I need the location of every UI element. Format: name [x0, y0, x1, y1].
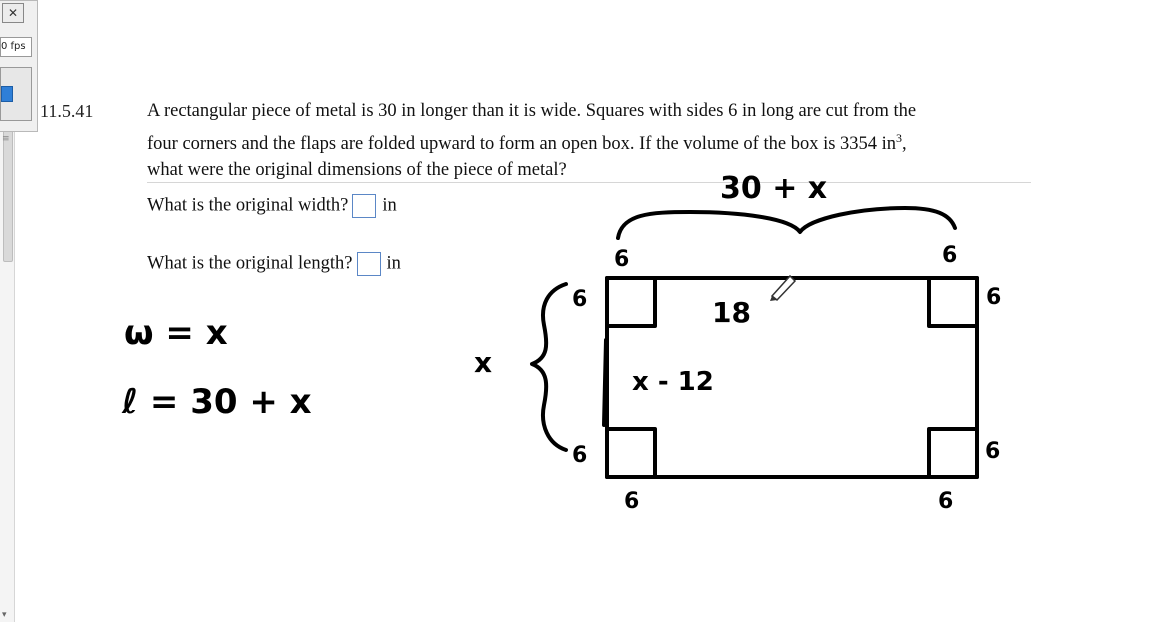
close-icon[interactable]: ✕	[2, 3, 24, 23]
hand-corner-bottom-left: 6	[624, 489, 640, 514]
hand-corner-top-right: 6	[942, 243, 958, 268]
hand-corner-top-left: 6	[614, 247, 630, 272]
hand-width-equation: ω = x	[124, 313, 228, 353]
top-brace	[618, 208, 955, 238]
exponent: 3	[896, 130, 903, 145]
problem-line-1: A rectangular piece of metal is 30 in longer than it is wide. Squares with sides 6 in long are cut from the	[147, 101, 917, 121]
width-unit: in	[382, 195, 397, 216]
hand-side-label: x	[474, 346, 493, 379]
hand-corner-right-upper: 6	[986, 285, 1002, 310]
problem-line-3: what were the original dimensions of the piece of metal?	[147, 160, 567, 181]
hand-corner-bottom-right: 6	[938, 489, 954, 514]
hand-inner-side: x - 12	[632, 367, 714, 397]
hand-inner-top: 18	[712, 296, 751, 329]
problem-line-2-text: four corners and the flaps are folded upward to form an open box. If the volume of the box is 3354 in	[147, 133, 897, 154]
hand-corner-left-lower: 6	[572, 443, 588, 468]
left-brace	[532, 284, 566, 450]
hand-corner-right-lower: 6	[985, 439, 1001, 464]
fps-readout: 0 fps	[0, 37, 32, 57]
width-question-label: What is the original width?	[147, 195, 349, 216]
length-unit: in	[386, 253, 401, 274]
hand-corner-left-upper: 6	[572, 287, 588, 312]
corner-square-bottom-right	[929, 429, 977, 477]
grip-icon: ≡	[2, 134, 10, 144]
corner-square-bottom-left	[607, 429, 655, 477]
corner-square-top-left	[607, 278, 655, 326]
problem-line-2-end: ,	[902, 133, 907, 154]
corner-square-top-right	[929, 278, 977, 326]
problem-number: 11.5.41	[40, 101, 94, 121]
hand-top-label: 30 + x	[720, 171, 828, 206]
hand-length-equation: ℓ = 30 + x	[122, 382, 312, 422]
length-question-label: What is the original length?	[147, 253, 353, 274]
inner-side-stroke	[604, 340, 606, 425]
scroll-down-arrow-icon[interactable]: ▾	[2, 610, 7, 620]
